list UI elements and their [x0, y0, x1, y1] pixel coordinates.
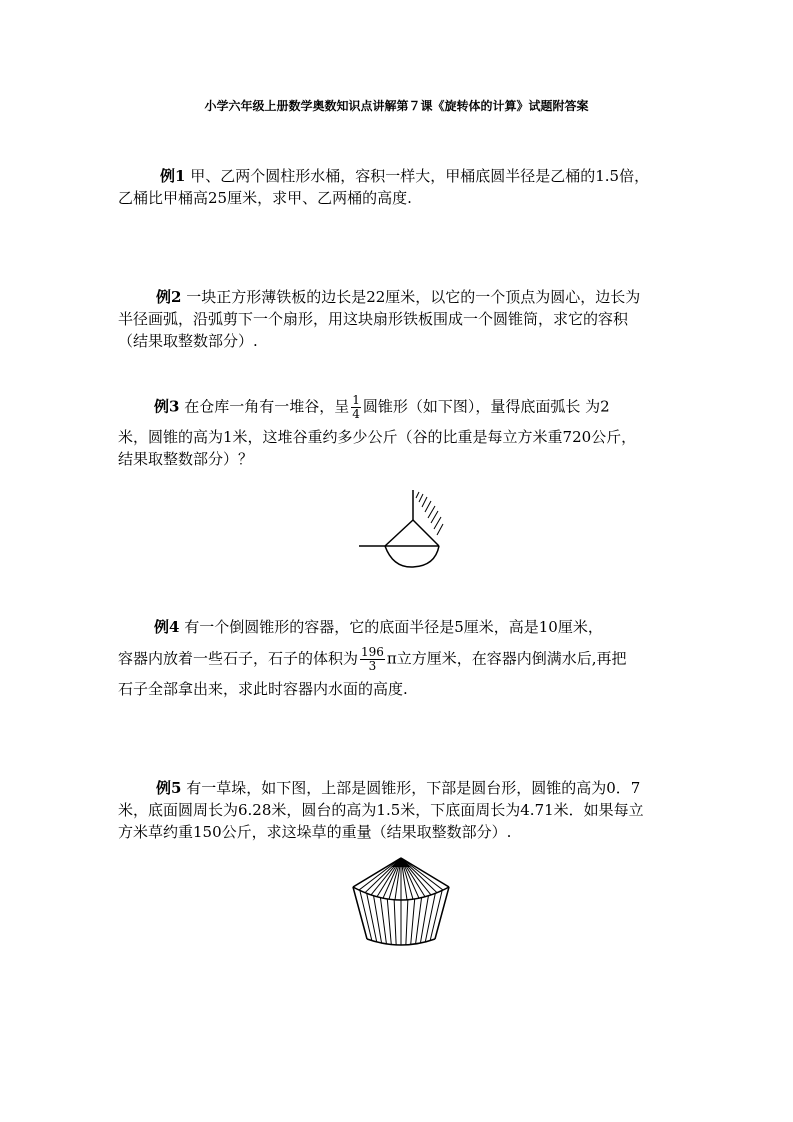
example-4-text-before: 容器内放着一些石子，石子的体积为 [118, 649, 359, 668]
hay-frustum-stroke [411, 899, 415, 945]
example-3-label: 例3 [154, 397, 180, 416]
example-4-text-after: π立方厘米，在容器内倒满水后,再把 [386, 649, 627, 668]
hay-frustum-stroke [367, 893, 377, 942]
hay-frustum-stroke [394, 900, 396, 945]
example-5-line-2: 米，底面圆周长为6.28米，圆台的高为1.5米，下底面周长为4.71米．如果每立 [118, 801, 644, 819]
fraction-one-quarter [351, 394, 361, 421]
fraction-numerator: 196 [361, 645, 384, 659]
hay-frustum-stroke [374, 896, 382, 943]
fraction-denominator: 3 [368, 659, 377, 673]
hay-frustum-stroke [387, 899, 391, 945]
example-1-line-2: 乙桶比甲桶高25厘米，求甲、乙两桶的高度. [118, 189, 412, 207]
example-2-line-2: 半径画弧，沿弧剪下一个扇形，用这块扇形铁板围成一个圆锥筒，求它的容积 [118, 310, 629, 328]
example-3-text-before: 在仓库一角有一堆谷，呈 [184, 397, 350, 416]
fraction-denominator: 4 [352, 407, 360, 421]
example-1-text-1: 甲、乙两个圆柱形水桶，容积一样大，甲桶底圆半径是乙桶的1.5倍， [190, 167, 650, 185]
hay-frustum-stroke [406, 900, 408, 945]
haystack-figure [345, 855, 457, 949]
hay-cone-stroke [401, 858, 443, 890]
example-5-line-1 [156, 777, 640, 799]
example-5-text-1: 有一草垛，如下图，上部是圆锥形，下部是圆台形，圆锥的高为0．7 [186, 779, 641, 797]
example-2-line-1 [156, 286, 640, 308]
example-3-line-1 [154, 394, 610, 421]
fraction-196-thirds [360, 646, 385, 673]
fraction-numerator: 1 [352, 393, 360, 407]
hay-cone-stroke [359, 858, 401, 890]
example-5-line-3: 方米草约重150公斤，求这垛草的重量（结果取整数部分）. [118, 823, 512, 841]
example-5-label: 例5 [156, 779, 182, 797]
example-1-line-1 [160, 165, 649, 187]
hay-frustum-stroke [420, 896, 428, 943]
example-3-text-after: 圆锥形（如下图），量得底面弧长 为2 [362, 397, 610, 416]
example-4-line-1 [154, 616, 603, 638]
page-title: 小学六年级上册数学奥数知识点讲解第７课《旋转体的计算》试题附答案 [204, 99, 589, 113]
hay-frustum-stroke [416, 898, 422, 944]
example-2-line-3: （结果取整数部分）. [118, 332, 258, 350]
hay-frustum-stroke [425, 893, 435, 942]
example-4-label: 例4 [154, 618, 180, 636]
example-1-label: 例1 [160, 167, 186, 185]
hay-frustum-stroke [380, 898, 386, 944]
example-2-label: 例2 [156, 288, 182, 306]
example-3-line-3: 结果取整数部分）？ [118, 450, 254, 468]
example-4-line-2 [118, 646, 627, 673]
example-2-text-1: 一块正方形薄铁板的边长是22厘米，以它的一个顶点为圆心，边长为 [186, 288, 641, 306]
example-4-text-1: 有一个倒圆锥形的容器，它的底面半径是5厘米，高是10厘米， [184, 618, 603, 636]
quarter-cone-figure [355, 488, 455, 572]
example-4-line-3: 石子全部拿出来，求此时容器内水面的高度. [118, 680, 408, 698]
example-3-line-2: 米，圆锥的高为1米，这堆谷重约多少公斤（谷的比重是每立方米重720公斤， [118, 428, 637, 446]
